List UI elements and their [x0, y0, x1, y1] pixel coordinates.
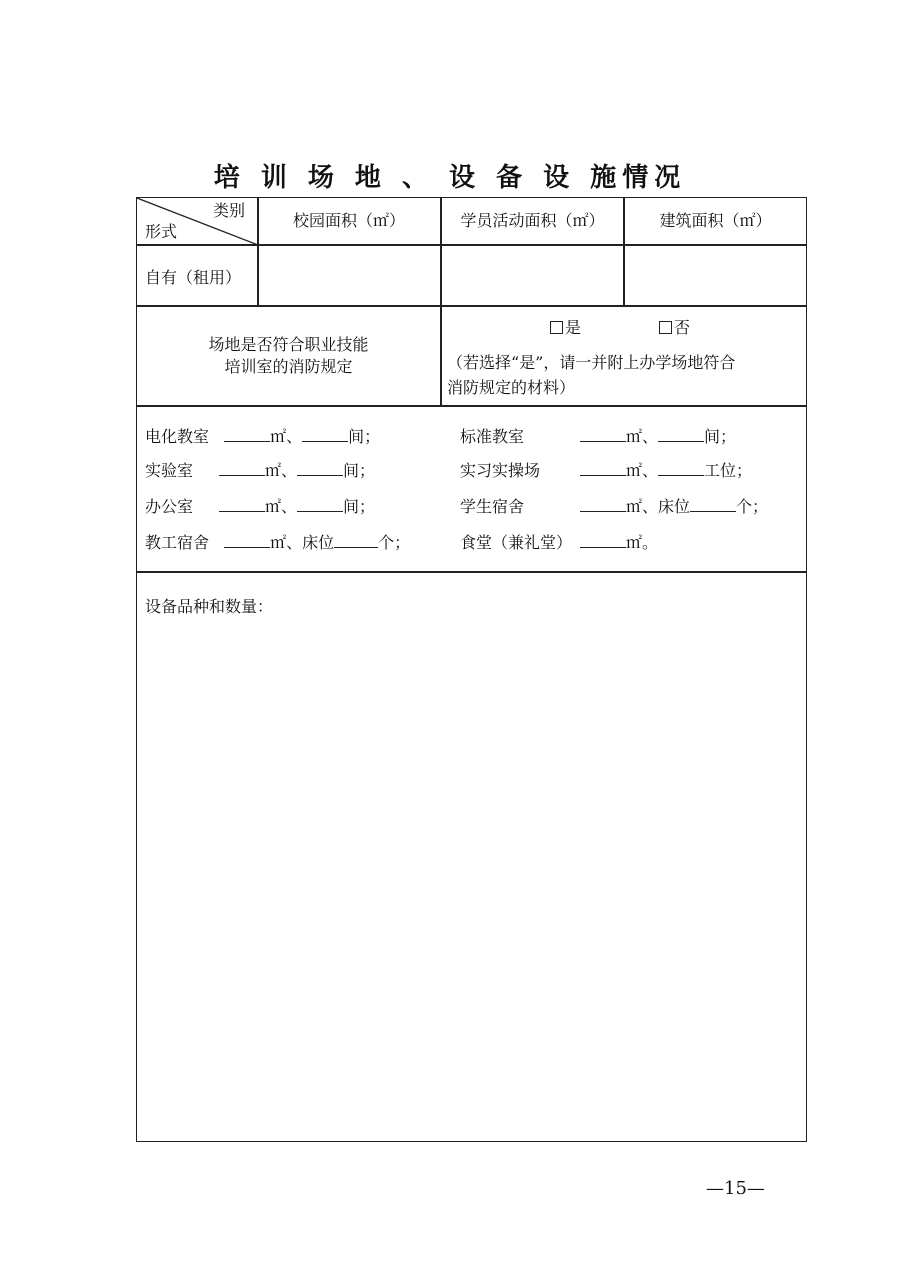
- facilities-table: [136, 197, 807, 1142]
- corner-label-category: 类别: [213, 201, 246, 220]
- room-row-standard-classroom: [460, 427, 736, 447]
- room-label: 实验室: [145, 461, 194, 480]
- room-label: 教工宿舍: [145, 533, 210, 552]
- yes-label: 是: [565, 318, 582, 337]
- separator: 、: [281, 497, 298, 516]
- separator: 、: [286, 533, 303, 552]
- corner-label-form: 形式: [145, 222, 178, 241]
- room-label: 标准教室: [460, 427, 525, 446]
- header-building-area: 建筑面积（㎡）: [659, 211, 772, 230]
- room-label: 办公室: [145, 497, 194, 516]
- separator: 、: [642, 427, 659, 446]
- header-campus-area: 校园面积（㎡）: [292, 211, 405, 230]
- page-number: —15—: [706, 1178, 765, 1199]
- fire-question-line1: 场地是否符合职业技能: [208, 335, 369, 354]
- unit-label: 间；: [343, 461, 376, 480]
- area-blank[interactable]: [580, 533, 626, 548]
- room-label: 电化教室: [145, 427, 210, 446]
- area-blank[interactable]: [224, 533, 270, 548]
- unit-label: ㎡: [626, 427, 643, 446]
- area-blank[interactable]: [224, 427, 270, 442]
- count-blank[interactable]: [297, 497, 343, 512]
- bed-blank[interactable]: [334, 533, 378, 548]
- bed-label: 床位: [302, 533, 335, 552]
- building-area-input[interactable]: [625, 246, 805, 304]
- unit-label: ㎡: [270, 533, 287, 552]
- area-blank[interactable]: [219, 461, 265, 476]
- equipment-label: 设备品种和数量：: [145, 597, 274, 616]
- no-checkbox-icon[interactable]: [659, 321, 672, 334]
- fire-question-line2: 培训室的消防规定: [224, 357, 353, 376]
- fire-no-option[interactable]: [659, 318, 690, 338]
- unit-label: ㎡: [265, 497, 282, 516]
- unit-label: 个；: [378, 533, 411, 552]
- campus-area-input[interactable]: [259, 246, 439, 304]
- equipment-input-area[interactable]: [141, 628, 801, 1136]
- room-row-office: [145, 497, 375, 517]
- area-blank[interactable]: [580, 427, 626, 442]
- room-row-canteen: [460, 533, 658, 553]
- unit-label: ㎡: [265, 461, 282, 480]
- row-divider-fire: [137, 405, 806, 407]
- unit-label: 间；: [348, 427, 381, 446]
- separator: 、: [281, 461, 298, 480]
- room-row-laboratory: [145, 461, 375, 481]
- bed-blank[interactable]: [690, 497, 736, 512]
- fire-question: [137, 307, 440, 405]
- area-blank[interactable]: [580, 497, 626, 512]
- count-blank[interactable]: [302, 427, 348, 442]
- bed-label: 床位: [658, 497, 691, 516]
- page-title: 培 训 场 地 、 设 备 设 施情况: [213, 163, 687, 193]
- unit-label: 间；: [704, 427, 737, 446]
- room-row-electronic-classroom: [145, 427, 380, 447]
- fire-note-line1: （若选择“是”，请一并附上办学场地符合: [447, 353, 736, 372]
- room-label: 学生宿舍: [460, 497, 525, 516]
- unit-label: ㎡: [626, 461, 643, 480]
- room-row-practice-field: [460, 461, 752, 481]
- activity-area-input[interactable]: [442, 246, 622, 304]
- room-row-staff-dorm: [145, 533, 410, 553]
- room-label: 实习实操场: [460, 461, 541, 480]
- room-label: 食堂（兼礼堂）: [460, 533, 573, 552]
- area-blank[interactable]: [219, 497, 265, 512]
- count-blank[interactable]: [658, 427, 704, 442]
- yes-checkbox-icon[interactable]: [550, 321, 563, 334]
- unit-label: ㎡: [626, 497, 643, 516]
- unit-label: 工位；: [704, 461, 753, 480]
- unit-label: ㎡。: [626, 533, 659, 552]
- count-blank[interactable]: [658, 461, 704, 476]
- count-blank[interactable]: [297, 461, 343, 476]
- no-label: 否: [674, 318, 691, 337]
- header-activity-area: 学员活动面积（㎡）: [460, 211, 605, 230]
- separator: 、: [642, 461, 659, 480]
- fire-note-line2: 消防规定的材料）: [447, 378, 576, 397]
- row-label-own: 自有（租用）: [145, 268, 242, 287]
- unit-label: ㎡: [270, 427, 287, 446]
- room-row-student-dorm: [460, 497, 768, 517]
- unit-label: 个；: [736, 497, 769, 516]
- fire-yes-option[interactable]: [550, 318, 581, 338]
- area-blank[interactable]: [580, 461, 626, 476]
- separator: 、: [286, 427, 303, 446]
- separator: 、: [642, 497, 659, 516]
- unit-label: 间；: [343, 497, 376, 516]
- row-divider-rooms: [137, 571, 806, 573]
